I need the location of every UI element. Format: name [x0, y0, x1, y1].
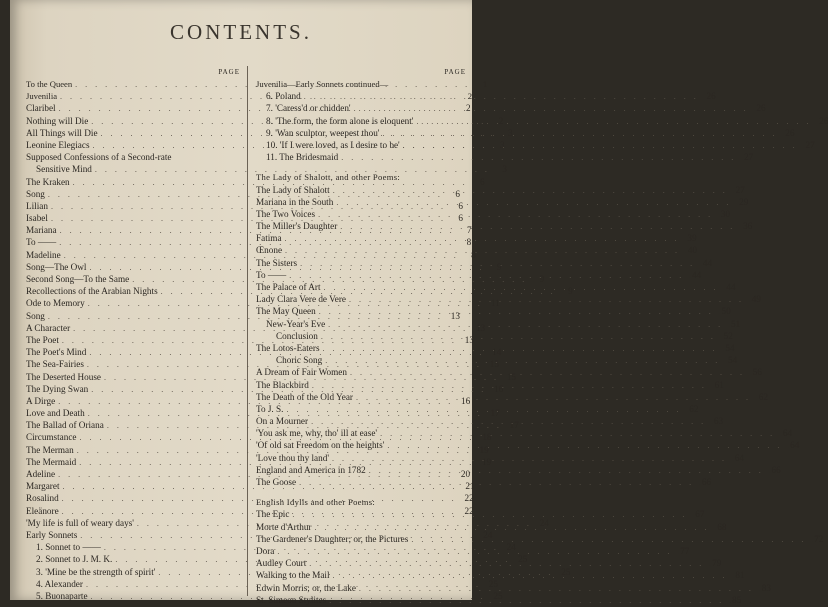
entry-page-number: 8 — [471, 249, 476, 260]
entry-title: Rosalind — [26, 493, 59, 504]
dot-leader — [304, 91, 699, 103]
dot-leader — [349, 294, 744, 306]
entry-page-number: 3 — [507, 127, 513, 138]
dot-leader — [336, 197, 731, 209]
dot-leader — [289, 270, 684, 282]
page-title: CONTENTS. — [170, 20, 312, 44]
entry-title: To —— — [256, 269, 287, 280]
entry-page-number: 44 — [702, 257, 713, 268]
entry-page-number: 2 — [466, 103, 471, 114]
dot-leader — [350, 367, 745, 379]
entry-title: Madeline — [26, 249, 61, 260]
dot-leader — [321, 331, 716, 343]
dot-leader — [340, 221, 735, 233]
entry-title: All Things will Die — [26, 127, 98, 138]
dot-leader — [341, 152, 736, 164]
entry-page-number: 72 — [814, 533, 824, 544]
dot-leader — [312, 380, 707, 392]
entry-page-number: 62 — [758, 391, 768, 402]
entry-title: 7. 'Caress'd or chidden' — [266, 103, 351, 114]
entry-page-number: 6 — [458, 200, 463, 211]
entry-title: On a Mourner — [256, 416, 309, 427]
book-page — [10, 0, 828, 605]
entry-title: The Epic — [256, 509, 290, 520]
entry-page-number: 64 — [782, 428, 793, 439]
entry-title: The Dying Swan — [26, 383, 89, 394]
contents-entry — [256, 184, 745, 196]
entry-title: The Lady of Shalott — [256, 184, 330, 195]
entry-title: Love and Death — [26, 408, 85, 419]
entry-title: Nothing will Die — [26, 115, 89, 126]
entry-title: The Lady of Shalott, and other Poems: — [256, 172, 401, 183]
entry-title: The Ballad of Oriana — [26, 420, 104, 431]
entry-title: Recollections of the Arabian Nights — [26, 286, 158, 297]
entry-title: Eleänore — [26, 505, 59, 516]
entry-page-number: 56 — [752, 367, 762, 378]
entry-page-number: 6 — [455, 188, 460, 199]
entry-title: Mariana — [26, 225, 57, 236]
entry-title: The Palace of Art — [256, 282, 321, 292]
entry-page-number: 22 — [464, 493, 474, 504]
contents-entry — [26, 151, 240, 163]
entry-title: Walking to the Mail — [256, 570, 330, 581]
entry-title: New-Year's Eve — [266, 318, 326, 329]
entry-page-number: 54 — [725, 342, 735, 353]
entry-page-number: 17 — [490, 408, 500, 419]
entry-page-number: 2 — [467, 91, 473, 102]
contents-entry — [256, 127, 795, 139]
entry-title: 'Of old sat Freedom on the heights' — [256, 440, 385, 451]
entry-title: 3. 'Mine be the strength of spirit' — [36, 566, 156, 577]
dot-leader — [285, 245, 680, 257]
contents-entry — [26, 273, 545, 285]
entry-page-number: 49 — [751, 294, 761, 305]
entry-title: A Dream of Fair Women — [256, 367, 347, 378]
entry-title: Conclusion — [276, 330, 318, 341]
entry-title: Song — [26, 188, 45, 199]
contents-entry — [256, 115, 828, 127]
entry-title: Choric Song — [276, 355, 323, 366]
entry-title: The Poet's Mind — [26, 347, 87, 358]
entry-title: A Dirge — [26, 395, 56, 406]
dot-leader — [333, 570, 728, 582]
section-heading — [256, 496, 466, 508]
entry-title: Second Song—To the Same — [26, 274, 130, 284]
entry-title: Song—The Owl — [26, 261, 87, 272]
entry-title: St. Simeon Stylites — [256, 594, 327, 605]
entry-page-number: 21 — [465, 481, 475, 492]
entry-page-number: 17 — [509, 420, 519, 431]
entry-title: 'You ask me, why, tho' ill at ease' — [256, 428, 378, 439]
entry-title: 6. Poland — [266, 91, 301, 102]
entry-page-number: 14 — [492, 347, 502, 358]
entry-page-number: 40 — [687, 245, 698, 256]
entry-page-number: 16 — [494, 383, 504, 394]
entry-page-number: 39 — [687, 233, 697, 244]
entry-page-number: 68 — [717, 521, 727, 532]
entry-title: 5. Buonaparte — [36, 590, 88, 601]
entry-page-number: 13 — [450, 310, 460, 321]
entry-title: The Deserted House — [26, 371, 102, 382]
entry-title: The May Queen — [256, 306, 316, 317]
entry-title: Audley Court — [256, 558, 307, 569]
entry-page-number: 16 — [461, 395, 471, 406]
contents-entry — [256, 208, 731, 220]
entry-title: The Sea-Fairies — [26, 359, 84, 370]
entry-page-number: 44 — [692, 269, 702, 280]
page-column-label: PAGE — [444, 68, 466, 76]
dot-leader — [277, 546, 672, 558]
entry-page-number: 52 — [723, 330, 733, 341]
entry-page-number: 64 — [734, 452, 744, 463]
dot-leader — [324, 282, 719, 294]
entry-page-number: 54 — [728, 355, 738, 366]
contents-entry — [256, 102, 766, 114]
dot-leader — [286, 404, 681, 416]
entry-page-number: 9 — [496, 261, 502, 272]
dot-leader — [333, 185, 728, 197]
entry-title: The Gardener's Daughter; or, the Pictures — [256, 533, 409, 544]
entry-title: The Blackbird — [256, 379, 309, 390]
entry-title: To the Queen — [26, 79, 73, 89]
entry-page-number: 6 — [458, 213, 463, 224]
entry-title: Fatima — [256, 233, 282, 244]
entry-page-number: 61 — [714, 379, 724, 390]
entry-page-number: 11 — [490, 298, 500, 309]
entry-page-number: 15 — [506, 371, 517, 382]
entry-page-number: 3 — [502, 164, 507, 175]
entry-page-number: 26 — [819, 115, 828, 126]
entry-page-number: 19 — [479, 444, 489, 455]
dot-leader — [299, 477, 694, 489]
dot-leader — [416, 116, 811, 128]
entry-title: Supposed Confessions of a Second-rate — [26, 152, 172, 163]
entry-title: England and America in 1782 — [256, 464, 366, 475]
entry-page-number: 83 — [761, 582, 771, 593]
entry-page-number: 77 — [680, 545, 690, 556]
entry-page-number: 85 — [732, 594, 742, 605]
entry-title: Edwin Morris; or, the Lake — [256, 582, 356, 593]
entry-page-number: 44 — [726, 282, 736, 292]
entry-page-number: 63 — [713, 416, 724, 427]
dot-leader — [387, 440, 782, 452]
dot-leader — [318, 209, 713, 221]
entry-page-number: 24 — [506, 542, 516, 553]
entry-page-number: 67 — [695, 509, 705, 520]
entry-title: The Merman — [26, 444, 74, 455]
entry-title: 9. 'Wan sculptor, weepest thou' — [266, 127, 380, 138]
entry-page-number: 64 — [790, 440, 800, 451]
entry-page-number: 19 — [482, 456, 492, 467]
entry-title: 2. Sonnet to J. M. K. — [36, 554, 113, 565]
entry-page-number: 13 — [464, 334, 474, 345]
entry-title: Isabel — [26, 213, 48, 224]
entry-title: Œnone — [256, 245, 283, 256]
entry-page-number: 8 — [466, 237, 472, 248]
entry-page-number: 27 — [744, 152, 754, 163]
page-column-label: PAGE — [218, 68, 240, 76]
entry-page-number: 36 — [743, 221, 753, 232]
dot-leader — [328, 319, 723, 331]
dot-leader — [329, 595, 724, 607]
dot-leader — [285, 233, 680, 245]
entry-title: The Poet — [26, 334, 59, 345]
entry-title: Sensitive Mind — [36, 164, 92, 175]
entry-page-number: 6 — [480, 176, 485, 187]
entry-page-number: 13 — [475, 322, 486, 333]
entry-page-number: 66 — [701, 477, 712, 487]
contents-entry — [256, 90, 716, 102]
dot-leader — [325, 355, 720, 367]
entry-title: The Sisters — [256, 257, 298, 268]
entry-title: Lady Clara Vere de Vere — [256, 294, 346, 305]
entry-title: To —— — [26, 237, 57, 248]
entry-title: Adeline — [26, 469, 56, 479]
dot-leader — [332, 453, 727, 465]
entry-title: Margaret — [26, 481, 60, 492]
entry-title: Lilian — [26, 200, 48, 211]
contents-entry — [256, 269, 702, 281]
entry-page-number: 15 — [489, 359, 499, 370]
contents-entry — [256, 139, 815, 151]
dot-leader — [382, 128, 777, 140]
entry-title: Claribel — [26, 103, 56, 114]
entry-title: The Goose — [256, 477, 297, 487]
dot-leader — [359, 583, 754, 595]
entry-title: 4. Alexander — [36, 578, 83, 589]
entry-title: The Two Voices — [256, 208, 316, 219]
entry-title: Early Sonnets — [26, 529, 78, 540]
entry-title: Ode to Memory — [26, 298, 85, 309]
continued-section-heading: Juvenilia—Early Sonnets continued— — [256, 79, 389, 89]
contents-entry — [256, 151, 754, 163]
entry-page-number: 1 — [482, 79, 488, 89]
entry-title: 11. The Bridesmaid — [266, 152, 339, 163]
entry-page-number: 26 — [785, 127, 795, 138]
contents-entry — [256, 232, 697, 244]
contents-entry — [256, 244, 698, 256]
entry-title: The Lotos-Eaters — [256, 342, 320, 353]
contents-entry — [256, 281, 736, 293]
entry-title: Circumstance — [26, 432, 77, 443]
entry-page-number: 9 — [568, 286, 573, 297]
entry-title: 10. 'If I were loved, as I desire to be' — [266, 139, 400, 150]
entry-page-number: 27 — [735, 184, 745, 195]
entry-page-number: 30 — [720, 208, 731, 219]
entry-title: 8. 'The form, the form alone is eloquent' — [266, 115, 414, 126]
entry-page-number: 2 — [498, 115, 504, 126]
entry-page-number: 51 — [730, 318, 741, 329]
contents-entry — [256, 196, 749, 208]
entry-page-number: 7 — [467, 225, 472, 236]
entry-page-number: 18 — [482, 432, 492, 443]
entry-page-number: 79 — [712, 558, 722, 569]
contents-entry — [26, 163, 507, 175]
entry-page-number: 26 — [706, 91, 716, 102]
section-heading — [256, 171, 466, 183]
entry-page-number: 3 — [499, 139, 505, 150]
dot-leader — [319, 306, 714, 318]
dot-leader — [411, 534, 806, 546]
entry-title: The Kraken — [26, 176, 70, 187]
entry-title: The Death of the Old Year — [256, 391, 353, 402]
dot-leader — [300, 258, 695, 270]
entry-title: Morte d'Arthur — [256, 521, 312, 532]
entry-title: The Mermaid — [26, 456, 77, 467]
entry-page-number: 24 — [483, 529, 493, 540]
entry-page-number: 66 — [771, 464, 781, 475]
entry-title: 'My life is full of weary days' — [26, 517, 134, 528]
entry-title: English Idylls and other Poems: — [256, 497, 376, 508]
entry-page-number: 25 — [488, 578, 498, 589]
contents-entry — [256, 220, 753, 232]
entry-page-number: 20 — [460, 469, 471, 479]
entry-title: 1. Sonnet to —— — [36, 542, 101, 553]
entry-page-number: 26 — [756, 103, 766, 114]
entry-page-number: 62 — [689, 403, 699, 414]
entry-title: Juvenilia — [26, 91, 58, 102]
entry-page-number: 9 — [539, 274, 545, 284]
entry-page-number: 25 — [493, 590, 503, 601]
entry-page-number: 25 — [518, 554, 528, 565]
entry-page-number: 25 — [561, 566, 571, 577]
entry-page-number: 24 — [539, 517, 549, 528]
entry-title: Leonine Elegiacs — [26, 139, 90, 150]
dot-leader — [309, 558, 704, 570]
entry-title: The Miller's Daughter — [256, 221, 338, 232]
entry-title: Mariana in the South — [256, 196, 334, 207]
dot-leader — [292, 509, 687, 521]
entry-page-number: 27 — [805, 139, 815, 150]
contents-entry — [256, 257, 713, 269]
entry-title: A Character — [26, 322, 71, 333]
entry-page-number: 22 — [464, 505, 474, 516]
entry-title: Song — [26, 310, 45, 321]
entry-title: 'Love thou thy land' — [256, 452, 329, 463]
entry-title: Dora — [256, 545, 275, 556]
entry-title: To J. S. — [256, 403, 284, 414]
contents-entry — [256, 305, 731, 317]
entry-page-number: 81 — [735, 570, 745, 581]
dot-leader — [323, 343, 718, 355]
entry-page-number: 50 — [721, 306, 731, 317]
dot-leader — [380, 428, 775, 440]
entry-page-number: 29 — [739, 196, 749, 207]
